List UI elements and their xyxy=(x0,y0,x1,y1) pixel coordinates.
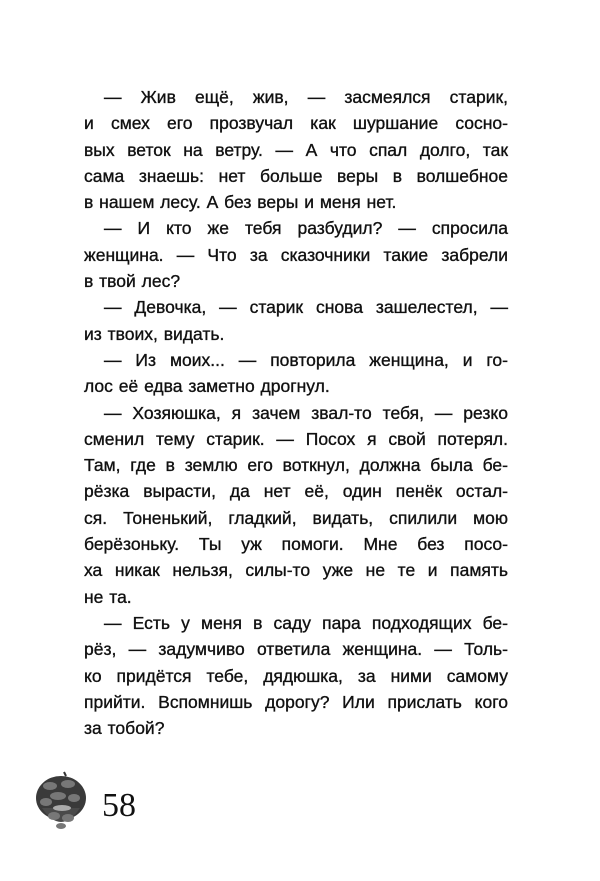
text-line: ся. Тоненький, гладкий, видать, спилили мою xyxy=(84,507,508,528)
text-line: — И кто же тебя разбудил? — спросила xyxy=(104,218,508,239)
text-line: — Из моих... — повторила женщина, и го- xyxy=(104,349,508,370)
text-line: женщина. — Что за сказочники такие забрели xyxy=(84,244,508,265)
text-line: в нашем лесу. А без веры и меня нет. xyxy=(84,192,397,213)
page-body-text xyxy=(84,84,508,741)
text-line: и смех его прозвучал как шуршание сосно- xyxy=(84,113,508,134)
text-line: сменил тему старик. — Посох я свой потерял. xyxy=(84,428,508,449)
text-line: из твоих, видать. xyxy=(84,323,225,344)
text-line: в твой лес? xyxy=(84,271,181,292)
text-line: не та. xyxy=(84,586,132,607)
text-line: вых веток на ветру. — А что спал долго, так xyxy=(84,139,508,160)
text-line: ха никак нельзя, силы-то уже не те и память xyxy=(84,560,508,581)
text-line: Там, где в землю его воткнул, должна была бе- xyxy=(84,455,508,476)
text-line: сама знаешь: нет больше веры в волшебное xyxy=(84,165,508,186)
text-line: рёзка вырасти, да нет её, один пенёк остал- xyxy=(84,481,508,502)
text-line: лос её едва заметно дрогнул. xyxy=(84,376,330,397)
text-line: — Девочка, — старик снова зашелестел, — xyxy=(104,297,508,318)
page-footer xyxy=(34,770,136,837)
text-line: прийти. Вспомнишь дорогу? Или прислать кого xyxy=(84,691,508,712)
text-line: ко придётся тебе, дядюшка, за ними самому xyxy=(84,665,508,686)
pine-cone-icon xyxy=(34,770,88,837)
text-line: берёзоньку. Ты уж помоги. Мне без посо- xyxy=(84,534,508,555)
page-number: 58 xyxy=(102,786,136,824)
text-line: — Хозяюшка, я зачем звал-то тебя, — резко xyxy=(104,402,508,423)
text-line: за тобой? xyxy=(84,718,165,739)
text-line: — Есть у меня в саду пара подходящих бе- xyxy=(104,612,508,633)
text-line: рёз, — задумчиво ответила женщина. — Толь- xyxy=(84,639,508,660)
text-line: — Жив ещё, жив, — засмеялся старик, xyxy=(104,87,508,107)
